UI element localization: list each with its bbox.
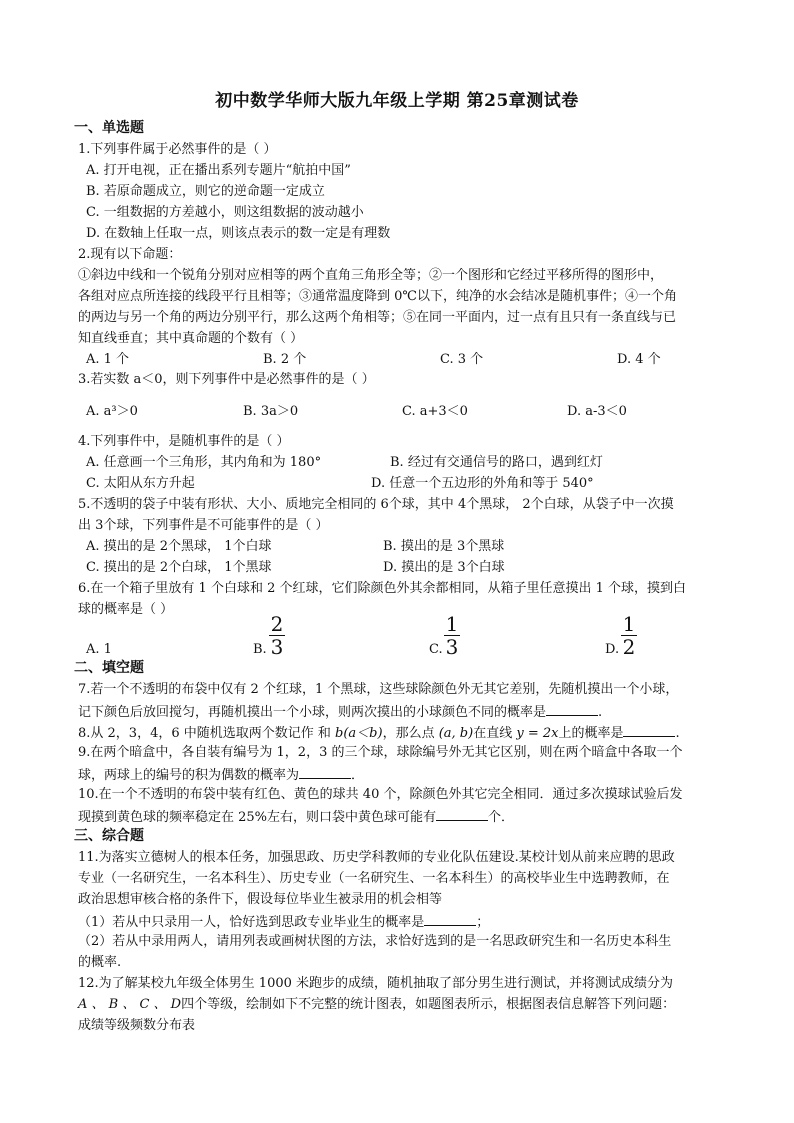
question-8-math-point: (a, b) [438, 726, 474, 741]
question-2-line-1: ①斜边中线和一个锐角分别对应相等的两个直角三角形全等；②一个图形和它经过平移所得的图形中， [78, 268, 664, 283]
question-4-option-a: A. 任意画一个三角形，其内角和为 180° [86, 455, 322, 470]
question-8 [78, 722, 718, 744]
question-2-line-3: 的两边与另一个角的两边分别平行，那么这两个角相等；⑤在同一平面内，过一点有且只有一条直线与已 [78, 310, 677, 325]
question-1-option-d: D. 在数轴上任取一点，则该点表示的数一定是有理数 [86, 226, 391, 241]
question-1-option-c: C. 一组数据的方差越小，则这组数据的波动越小 [86, 205, 364, 220]
question-6-option-d-fraction [619, 614, 639, 657]
question-4-option-b: B. 经过有交通信号的路口，遇到红灯 [390, 455, 603, 470]
semicolon: ； [476, 915, 490, 930]
question-6-option-b-fraction [267, 614, 287, 657]
answer-blank[interactable] [424, 911, 476, 926]
question-10-line-1: 10.在一个不透明的布袋中装有红色、黄色的球共 40 个，除颜色外其它完全相同．通过多次摸球试验后发 [78, 787, 683, 802]
question-2-stem: 2.现有以下命题： [78, 247, 182, 262]
answer-blank[interactable] [546, 701, 598, 716]
question-1-stem: 1.下列事件属于必然事件的是（ ） [78, 142, 277, 157]
question-12-grade-letters: A 、 B 、 C 、 D [78, 997, 182, 1012]
period: . [675, 726, 680, 741]
question-5-option-c: C. 摸出的是 2个白球， 1个黑球 [86, 560, 272, 575]
question-2-line-4: 知直线垂直；其中真命题的个数有（ ） [78, 331, 304, 346]
question-3-option-a: A. a³＞0 [86, 404, 138, 419]
question-2-option-b: B. 2 个 [263, 352, 307, 367]
fraction-numerator: 1 [445, 612, 459, 636]
question-11-line-1: 11.为落实立德树人的根本任务，加强思政、历史学科教师的专业化队伍建设.某校计划从前来应聘的思政 [78, 850, 675, 865]
question-5-option-a: A. 摸出的是 2个黑球， 1个白球 [86, 539, 272, 554]
question-5-option-b: B. 摸出的是 3个黑球 [383, 539, 505, 554]
question-12-line-2-text: 四个等级，绘制如下不完整的统计图表，如题图表所示，根据图表信息解答下列问题： [181, 997, 676, 1012]
question-4-option-c: C. 太阳从东方升起 [86, 476, 195, 491]
question-3-stem: 3.若实数 a＜0，则下列事件中是必然事件的是（ ） [78, 372, 375, 387]
question-10-line-2-text: 现摸到黄色球的频率稳定在 25%左右，则口袋中黄色球可能有 [78, 810, 437, 825]
question-5-option-d: D. 摸出的是 3个白球 [383, 560, 505, 575]
answer-blank[interactable] [436, 806, 488, 821]
question-6-option-b: B. [253, 642, 267, 657]
question-2-option-d: D. 4 个 [617, 352, 661, 367]
fraction-denominator: 2 [622, 635, 636, 659]
section-heading-fill-in: 二、填空题 [74, 660, 144, 676]
period: . [598, 705, 603, 720]
question-3-option-c: C. a+3＜0 [402, 404, 468, 419]
question-11-sub-2-line-2: 的概率. [78, 955, 122, 970]
question-8-math-b: b(a＜b) [335, 726, 383, 741]
question-9-line-1: 9.在两个暗盒中，各自装有编号为 1，2，3 的三个球，球除编号外无其它区别，则在两个暗盒中各取一个 [78, 745, 683, 760]
question-11-sub-1-text: （1）若从中只录用一人，恰好选到思政专业毕业生的概率是 [78, 915, 425, 930]
question-6-option-d: D. [605, 642, 620, 657]
question-8-text-3: 在直线 [473, 726, 517, 741]
question-11-sub-2-line-1: （2）若从中录用两人，请用列表或画树状图的方法，求恰好选到的是一名思政研究生和一名历史本科生 [78, 934, 672, 949]
question-5-line-1: 5.不透明的袋子中装有形状、大小、质地完全相同的 6个球，其中 4个黑球， 2个白球，从袋子中一次摸 [78, 497, 674, 512]
page-title: 初中数学华师大版九年级上学期 第25章测试卷 [215, 91, 579, 111]
question-8-text-1: 8.从 2，3，4，6 中随机选取两个数记作 和 [78, 726, 336, 741]
question-9-line-2 [78, 764, 718, 786]
question-1-option-b: B. 若原命题成立，则它的逆命题一定成立 [86, 184, 325, 199]
question-3-option-d: D. a-3＜0 [567, 404, 627, 419]
question-2-line-2: 各组对应点所连接的线段平行且相等；③通常温度降到 0℃以下，纯净的水会结冰是随机事件；④一个角 [78, 289, 677, 304]
answer-blank[interactable] [623, 722, 675, 737]
question-9-line-2-text: 球，两球上的编号的积为偶数的概率为 [78, 768, 300, 783]
question-7-line-2-text: 记下颜色后放回搅匀，再随机摸出一个小球，则两次摸出的小球颜色不同的概率是 [78, 705, 547, 720]
question-11-line-3: 政治思想审核合格的条件下，假设每位毕业生被录用的机会相等 [78, 892, 443, 907]
question-6-line-1: 6.在一个箱子里放有 1 个白球和 2 个红球，它们除颜色外其余都相同，从箱子里任意摸出 1 个球，摸到白 [78, 581, 687, 596]
question-2-option-c: C. 3 个 [440, 352, 484, 367]
question-12-line-2 [78, 995, 718, 1015]
section-heading-single-choice: 一、单选题 [74, 120, 144, 136]
question-12-table-title: 成绩等级频数分布表 [78, 1018, 196, 1033]
section-heading-comprehensive: 三、综合题 [74, 828, 144, 844]
question-11-sub-1 [78, 911, 718, 933]
period: ． [351, 768, 365, 783]
question-6-option-a: A. 1 [86, 642, 112, 657]
fraction-denominator: 3 [445, 635, 459, 659]
question-12-line-1: 12.为了解某校九年级全体男生 1000 米跑步的成绩，随机抽取了部分男生进行测试，并将测试成绩分为 [78, 976, 674, 991]
fraction-numerator: 2 [270, 612, 284, 636]
question-6-line-2: 球的概率是（ ） [78, 602, 174, 617]
question-4-stem: 4.下列事件中，是随机事件的是（ ） [78, 434, 290, 449]
unit-suffix: 个． [488, 810, 515, 825]
question-8-text-2: ，那么点 [382, 726, 439, 741]
question-10-line-2 [78, 806, 718, 828]
question-8-text-4: 上的概率是 [558, 726, 624, 741]
question-11-line-2: 专业（一名研究生，一名本科生）、历史专业（一名研究生、一名本科生）的高校毕业生中选聘教师，在 [78, 871, 670, 886]
answer-blank[interactable] [299, 764, 351, 779]
fraction-numerator: 1 [622, 612, 636, 636]
fraction-denominator: 3 [270, 635, 284, 659]
question-7-line-1: 7.若一个不透明的布袋中仅有 2 个红球，1 个黑球，这些球除颜色外无其它差别，先随机摸出一个小球， [78, 682, 679, 697]
question-6-option-c-fraction [442, 614, 462, 657]
question-3-option-b: B. 3a＞0 [243, 404, 299, 419]
question-1-option-a: A. 打开电视，正在播出系列专题片“航拍中国” [86, 163, 351, 178]
question-2-option-a: A. 1 个 [86, 352, 130, 367]
question-6-option-c: C. [429, 642, 443, 657]
question-4-option-d: D. 任意一个五边形的外角和等于 540° [371, 476, 594, 491]
question-5-line-2: 出 3个球，下列事件是不可能事件的是（ ） [78, 518, 329, 533]
question-7-line-2 [78, 701, 718, 723]
question-8-math-line: y = 2x [516, 726, 559, 741]
